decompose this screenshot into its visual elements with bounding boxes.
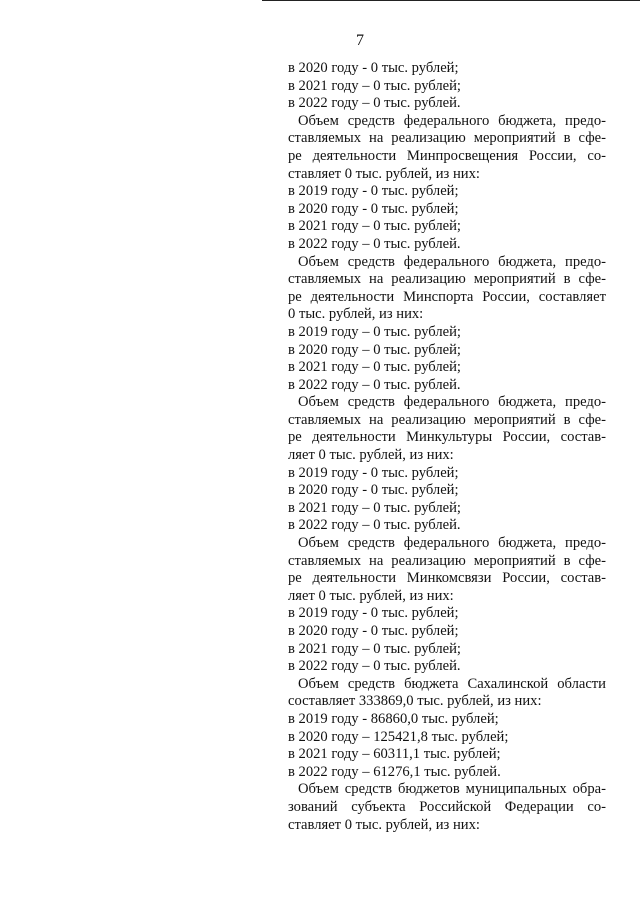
text-line: в 2021 году – 60311,1 тыс. рублей;	[288, 746, 501, 763]
text-line: в 2020 году - 0 тыс. рублей;	[288, 200, 459, 217]
text-line: ставляет 0 тыс. рублей, из них:	[288, 165, 480, 182]
text-line: в 2020 году – 125421,8 тыс. рублей;	[288, 728, 509, 745]
text-column	[288, 60, 606, 834]
text-line: в 2019 году - 86860,0 тыс. рублей;	[288, 710, 499, 727]
text-line: ставляет 0 тыс. рублей, из них:	[288, 816, 480, 833]
text-line: в 2021 году – 0 тыс. рублей;	[288, 640, 461, 657]
text-line: в 2020 году - 0 тыс. рублей;	[288, 623, 459, 639]
text-line: 0 тыс. рублей, из них:	[288, 306, 424, 323]
text-line: ставляемых на реализацию мероприятий в сфе-	[288, 411, 606, 428]
text-line: ставляемых на реализацию мероприятий в сфе-	[288, 552, 606, 569]
text-line: в 2019 году – 0 тыс. рублей;	[288, 323, 461, 340]
text-line: Объем средств федерального бюджета, предо-	[298, 112, 606, 129]
text-line: в 2021 году – 0 тыс. рублей;	[288, 499, 461, 516]
text-line: в 2022 году – 0 тыс. рублей.	[288, 95, 461, 112]
text-line: ре деятельности Минкомсвязи России, состав-	[288, 570, 606, 587]
text-line: в 2022 году – 0 тыс. рублей.	[288, 376, 461, 393]
top-rule	[262, 0, 640, 1]
text-line: Объем средств бюджетов муниципальных обра-	[298, 781, 606, 798]
text-line: ре деятельности Минспорта России, составляет	[288, 288, 606, 305]
text-line: Объем средств бюджета Сахалинской области	[298, 675, 606, 692]
text-line: в 2020 году - 0 тыс. рублей;	[288, 482, 459, 499]
text-line: в 2021 году – 0 тыс. рублей;	[288, 77, 461, 94]
text-line: в 2021 году – 0 тыс. рублей;	[288, 218, 461, 235]
text-line: в 2022 году – 0 тыс. рублей.	[288, 235, 461, 252]
text-line: в 2020 году - 0 тыс. рублей;	[288, 60, 459, 76]
text-line: в 2020 году – 0 тыс. рублей;	[288, 341, 461, 358]
page-number: 7	[356, 32, 364, 49]
text-line: ре деятельности Минпросвещения России, со-	[288, 147, 606, 164]
text-line: ре деятельности Минкультуры России, состав-	[288, 429, 606, 446]
text-line: ставляемых на реализацию мероприятий в сфе-	[288, 271, 606, 288]
text-line: в 2019 году - 0 тыс. рублей;	[288, 605, 459, 622]
text-line: в 2021 году – 0 тыс. рублей;	[288, 359, 461, 376]
text-line: Объем средств федерального бюджета, предо-	[298, 253, 606, 270]
text-line: зований субъекта Российской Федерации со-	[288, 798, 606, 815]
text-line: Объем средств федерального бюджета, предо-	[298, 535, 606, 552]
text-line: в 2022 году – 0 тыс. рублей.	[288, 658, 461, 675]
text-line: в 2022 году – 0 тыс. рублей.	[288, 517, 461, 534]
text-line: Объем средств федерального бюджета, предо-	[298, 394, 606, 411]
text-line: ляет 0 тыс. рублей, из них:	[288, 447, 454, 464]
text-line: в 2019 году - 0 тыс. рублей;	[288, 183, 459, 200]
text-line: ставляемых на реализацию мероприятий в сфе-	[288, 130, 606, 147]
text-line: ляет 0 тыс. рублей, из них:	[288, 587, 454, 604]
text-line: составляет 333869,0 тыс. рублей, из них:	[288, 693, 542, 710]
text-line: в 2019 году - 0 тыс. рублей;	[288, 464, 459, 481]
text-line: в 2022 году – 61276,1 тыс. рублей.	[288, 763, 501, 780]
